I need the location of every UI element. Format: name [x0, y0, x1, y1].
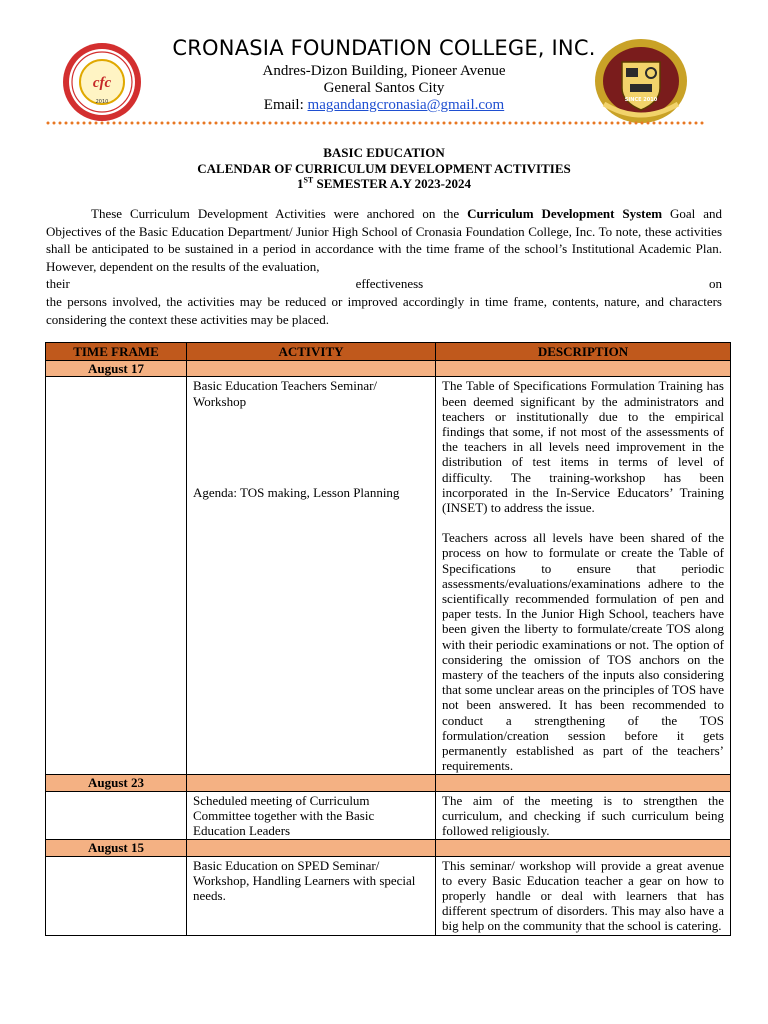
dotted-divider	[46, 119, 708, 127]
email-label: Email:	[263, 97, 308, 113]
curriculum-calendar-table	[45, 342, 731, 936]
date-row	[46, 361, 731, 377]
intro-text-continued: the persons involved, the activities may be reduced or improved accordingly in time frame, contents, nature, and characters considering the context these activities may be placed.	[46, 293, 722, 327]
letterhead	[0, 0, 768, 130]
date-cell: August 23	[46, 775, 187, 791]
table-row	[46, 791, 731, 840]
agenda-text: Agenda: TOS making, Lesson Planning	[193, 484, 400, 500]
title-basic-education: BASIC EDUCATION	[323, 145, 445, 160]
left-logo-year: 2010	[95, 99, 109, 105]
description-cell: The Table of Specifications Formulation Training has been deemed significant by the administrators and teachers or institutionally due to the empirical findings that some, if not most of the assessments of the teachers in all levels need improvement in the distribution of test items in terms of level of difficulty. The training-workshop has been incorporated in the In-Service Educators’ Training (INSET) to address the issue. Teachers across all levels have been shared of the process on how to formulate or create the Table of Specifications to ensure that periodic assessments/evaluations/examinations adhere to the scientifically recommended formulation of pen and paper tests. In the Junior High School, teachers have been given the liberty to formulate/create TOS along with their periodic examinations or not. The option of considering the omission of TOS anchors on the mastery of the teachers of the inputs also considering that some unclear areas on the principles of TOS have not been answered. It has been recommended to conduct a strengthening of the TOS formulation/creation session before it gets permanently established as part of the teachers’ requirements.	[436, 377, 731, 775]
table-header-row	[46, 343, 731, 361]
activity-cell: Basic Education Teachers Seminar/ Workshop Agenda: TOS making, Lesson Planning	[187, 377, 436, 775]
date-cell: August 17	[46, 361, 187, 377]
title-semester: 1ST SEMESTER A.Y 2023-2024	[296, 175, 471, 191]
college-name: CRONASIA FOUNDATION COLLEGE, INC.	[172, 36, 596, 60]
intro-paragraph	[46, 205, 722, 328]
right-logo-text: SINCE 2010	[624, 97, 658, 103]
description-cell: This seminar/ workshop will provide a great avenue to every Basic Education teacher a gear on how to properly handle or deal with learners that has different spectrum of disorders. This may also have a big help on the community that the school is catering.	[436, 856, 731, 935]
title-calendar: CALENDAR OF CURRICULUM DEVELOPMENT ACTIVITIES	[197, 160, 571, 176]
address-line-1: Andres-Dizon Building, Pioneer Avenue	[262, 63, 506, 79]
college-shield-right-logo	[594, 38, 688, 124]
intro-spread-line: their effectiveness on	[46, 276, 722, 292]
book-icon	[626, 68, 638, 77]
date-row	[46, 840, 731, 856]
date-row	[46, 775, 731, 791]
table-row	[46, 377, 731, 775]
table-row	[46, 856, 731, 935]
activity-cell: Scheduled meeting of Curriculum Committee together with the Basic Education Leaders	[187, 791, 436, 840]
header-time-frame: TIME FRAME	[46, 343, 187, 361]
email-link[interactable]: magandangcronasia@gmail.com	[307, 97, 505, 113]
header-activity: ACTIVITY	[187, 343, 436, 361]
description-cell: The aim of the meeting is to strengthen the curriculum, and checking if such curriculum being followed religiously.	[436, 791, 731, 840]
activity-cell: Basic Education on SPED Seminar/ Workshop, Handling Learners with special needs.	[187, 856, 436, 935]
date-cell: August 15	[46, 840, 187, 856]
intro-text: These Curriculum Development Activities were anchored on the Curriculum Development System Goal and Objectives of the Basic Education Department/ Junior High School of Cronasia Foundation College, Inc. To note, these activities shall be anticipated to be sustained in a period in accordance with the time frame of the school’s Institutional Academic Plan. However, dependent on the results of the evaluation,	[46, 206, 722, 274]
left-logo-text: cfc	[92, 75, 112, 91]
address-line-2: General Santos City	[323, 80, 445, 96]
header-description: DESCRIPTION	[436, 343, 731, 361]
document-titles	[0, 145, 768, 192]
